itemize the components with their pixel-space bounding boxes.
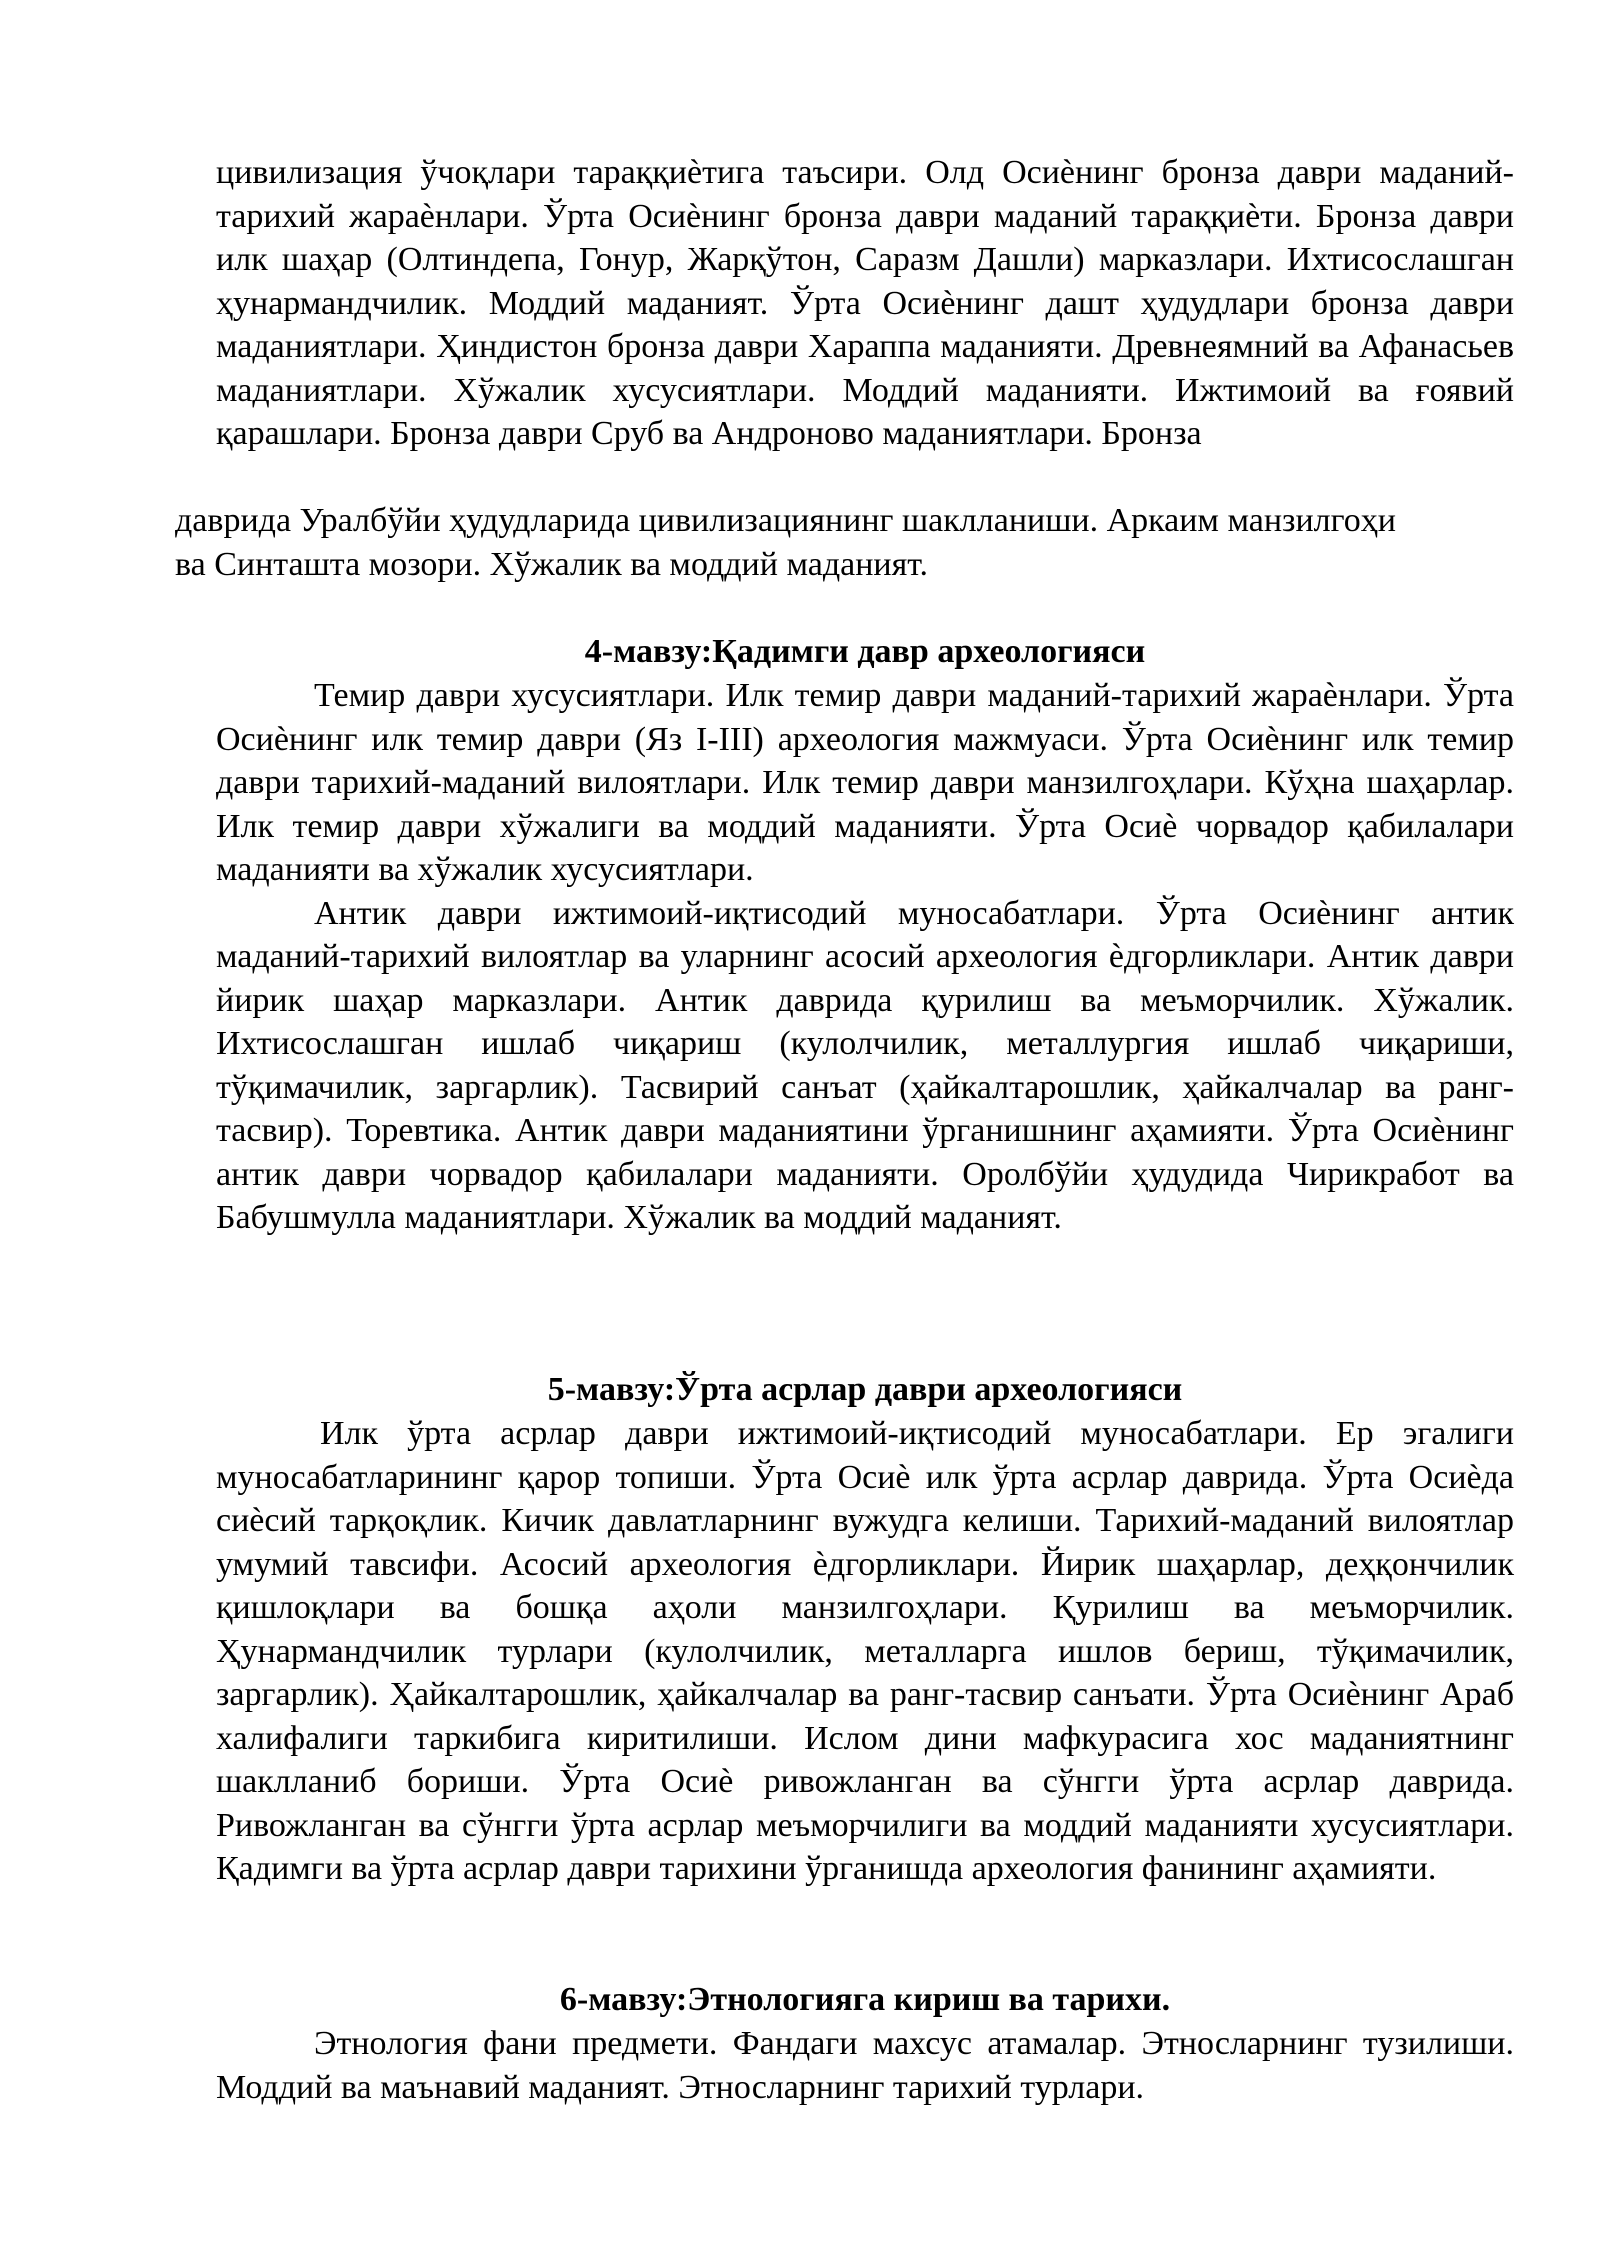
section-heading: 6-мавзу:Этнологияга кириш ва тарихи.: [559, 1981, 1171, 2018]
paragraph: Антик даври ижтимоий-иқтисодий муносабатлари. Ўрта Осиѐнинг антик маданий-тарихий вилоятлар ва уларнинг асосий археология ѐдгорликлари. Антик даври йирик шаҳар марказлари. Антик даврида қурилиш ва меъморчилик. Хўжалик. Ихтисослашган ишлаб чиқариш (кулолчилик, металлургия ишлаб чиқариши, тўқимачилик, заргарлик). Тасвирий санъат (ҳайкалтарошлик, ҳайкалчалар ва ранг-тасвир). Торевтика. Антик даври маданиятини ўрганишнинг аҳамияти. Ўрта Осиѐнинг антик даври чорвадор қабилалари маданияти. Оролбўйи ҳудудида Чирикработ ва Бабушмулла маданиятлари. Хўжалик ва моддий маданият.: [216, 894, 1514, 1236]
paragraph: цивилизация ўчоқлари тараққиѐтига таъсири. Олд Осиѐнинг бронза даври маданий-тарихий жараѐнлари. Ўрта Осиѐнинг бронза даври маданий тараққиѐти. Бронза даври илк шаҳар (Олтиндепа, Гонур, Жарқўтон, Саразм Дашли) марказлари. Ихтисослашган ҳунармандчилик. Моддий маданият. Ўрта Осиѐнинг дашт ҳудудлари бронза даври маданиятлари. Ҳиндистон бронза даври Хараппа маданияти. Древнеямний ва Афанасьев маданиятлари. Хўжалик хусусиятлари. Моддий маданияти. Ижтимоий ва ғоявий қарашлари. Бронза даври Сруб ва Андроново маданиятлари. Бронза: [216, 154, 1514, 452]
section-3-tail: [175, 499, 1555, 586]
section-5-body: [216, 1412, 1514, 1891]
paragraph: Темир даври хусусиятлари. Илк темир даври маданий-тарихий жараѐнлари. Ўрта Осиѐнинг илк темир даври (Яз I-III) археология мажмуаси. Ўрта Осиѐнинг илк темир даври тарихий-маданий вилоятлари. Илк темир даври манзилгоҳлари. Кўҳна шаҳарлар. Илк темир даври хўжалиги ва моддий маданияти. Ўрта Осиѐ чорвадор қабилалари маданияти ва хўжалик хусусиятлари.: [216, 677, 1514, 888]
section-3-body: [216, 151, 1514, 456]
section-heading: 4-мавзу:Қадимги давр археологияси: [584, 633, 1146, 670]
paragraph: Илк ўрта асрлар даври ижтимоий-иқтисодий муносабатлари. Ер эгалиги муносабатларининг қарор топиши. Ўрта Осиѐ илк ўрта асрлар даврида. Ўрта Осиѐда сиѐсий тарқоқлик. Кичик давлатларнинг вужудга келиши. Тарихий-маданий вилоятлар умумий тавсифи. Асосий археология ѐдгорликлари. Йирик шаҳарлар, деҳқончилик қишлоқлари ва бошқа аҳоли манзилгоҳлари. Қурилиш ва меъморчилик. Ҳунармандчилик турлари (кулолчилик, металларга ишлов бериш, тўқимачилик, заргарлик). Ҳайкалтарошлик, ҳайкалчалар ва ранг-тасвир санъати. Ўрта Осиѐнинг Араб халифалиги таркибига киритилиши. Ислом дини мафкурасига хос маданиятнинг шаклланиб бориши. Ўрта Осиѐ ривожланган ва сўнгги ўрта асрлар даврида. Ривожланган ва сўнгги ўрта асрлар меъморчилиги ва моддий маданияти хусусиятлари. Қадимги ва ўрта асрлар даври тарихини ўрганишда археология фанининг аҳамияти.: [216, 1415, 1514, 1887]
paragraph-line: даврида Уралбўйи ҳудудларида цивилизациянинг шаклланиши. Аркаим манзилгоҳи: [175, 502, 1396, 539]
paragraph-line: ва Синташта мозори. Хўжалик ва моддий маданият.: [175, 545, 929, 583]
section-6-body: [216, 2022, 1514, 2109]
section-heading: 5-мавзу:Ўрта асрлар даври археологияси: [547, 1371, 1183, 1408]
section-4-body: [216, 674, 1514, 1240]
paragraph: Этнология фани предмети. Фандаги махсус атамалар. Этносларнинг тузилиши. Моддий ва маънавий маданият. Этносларнинг тарихий турлари.: [216, 2025, 1514, 2106]
